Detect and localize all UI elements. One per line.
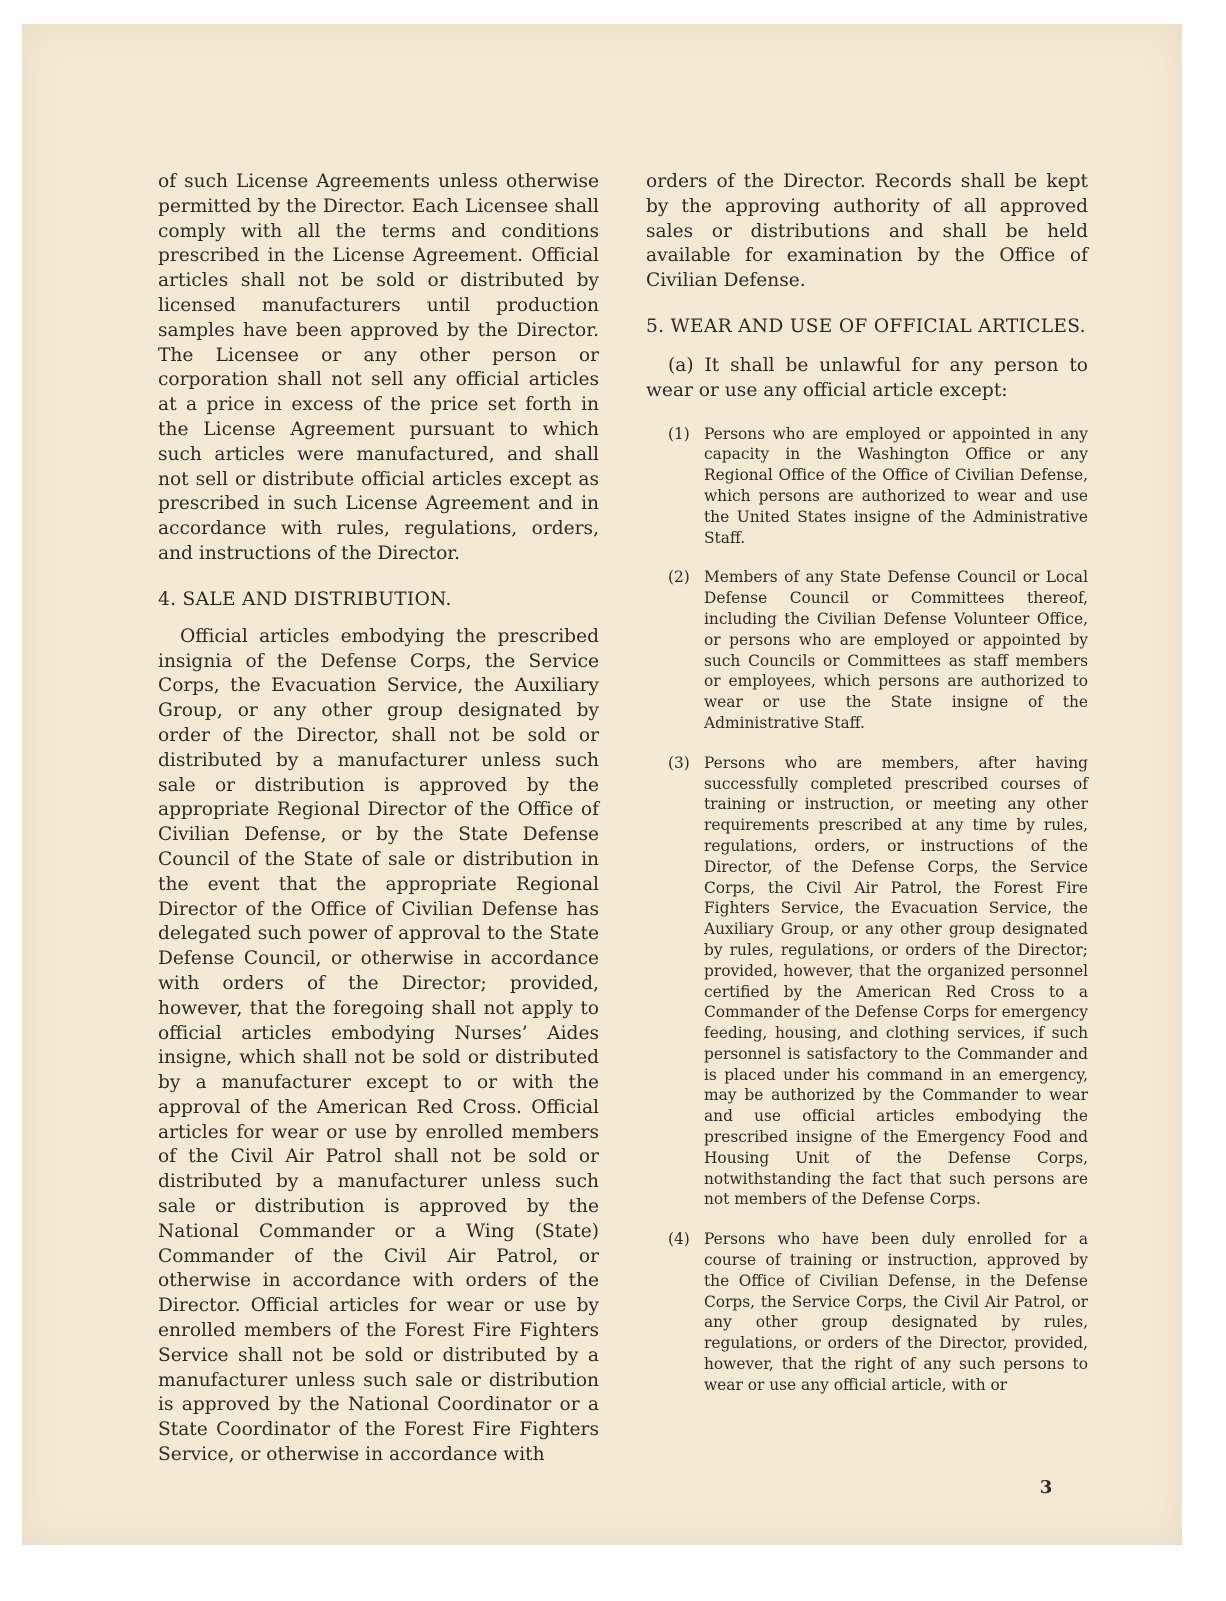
section-4-paragraph: Official articles embodying the prescribed insignia of the Defense Corps, the Service Corps, the Evacuation Service, the Auxiliary Group, or any other group designated by order of the Director, shall not be sold or distributed by a manufacturer unless such sale or distribution is approved by the appropriate Regional Director of the Office of Civilian Defense, or by the State Defense Council of the State of sale or distribution in the event that the appropriate Regional Director of the Office of Civilian Defense has delegated such power of approval to the State Defense Council, or otherwise in accordance with orders of the Director; provided, however, that the foregoing shall not apply to official articles embodying Nurses’ Aides insigne, which shall not be sold or distributed by a manufacturer except to or with the approval of the American Red Cross. Official articles for wear or use by enrolled members of the Civil Air Patrol shall not be sold or distributed by a manufacturer unless such sale or distribution is approved by the National Commander or a Wing (State) Commander of the Civil Air Patrol, or otherwise in accordance with orders of the Director. Official articles for wear or use by enrolled members of the Forest Fire Fighters Service shall not be sold or distributed by a manufacturer unless such sale or distribution is approved by the National Coordinator or a State Coordinator of the Forest Fire Fighters Service, or otherwise in accordance with [158,625,599,1466]
list-item [646,753,1088,1211]
item-text: Persons who are employed or appointed in any capacity in the Washington Office or any Regional Office of the Office of Civilian Defense, which persons are authorized to wear and use the United States insigne of the Administrative Staff. [704,424,1088,547]
right-column [646,170,1088,1396]
section-5a-paragraph: (a) It shall be unlawful for any person to wear or use any official article except: [646,354,1088,401]
item-number: (3) [668,753,690,772]
section-5-heading: 5. WEAR AND USE OF OFFICIAL ARTICLES. [646,315,1086,337]
item-text: Members of any State Defense Council or Local Defense Council or Committees thereof, including the Civilian Defense Volunteer Office, or persons who are employed or appointed by such Councils or Committees as staff members or employees, which persons are authorized to wear or use the State insigne of the Administrative Staff. [704,568,1088,732]
left-opening-paragraph: of such License Agreements unless otherwise permitted by the Director. Each Licensee shall comply with all the terms and conditions prescribed in the License Agreement. Official articles shall not be sold or distributed by licensed manufacturers until production samples have been approved by the Director. The Licensee or any other person or corporation shall not sell any official articles at a price in excess of the price set forth in the License Agreement pursuant to which such articles were manufactured, and shall not sell or distribute official articles except as prescribed in such License Agreement and in accordance with rules, regulations, orders, and instructions of the Director. [158,171,599,564]
item-text: Persons who are members, after having successfully completed prescribed courses of training or instruction, or meeting any other requirements prescribed at any time by rules, regulations, orders, or instructions of the Director, of the Defense Corps, the Service Corps, the Civil Air Patrol, the Forest Fire Fighters Service, the Evacuation Service, the Auxiliary Group, or any other group designated by rules, regulations, or orders of the Director; provided, however, that the organized personnel certified by the American Red Cross to a Commander of the Defense Corps for emergency feeding, housing, and clothing services, if such personnel is satisfactory to the Commander and is placed under his command in an emergency, may be authorized by the Commander to wear and use official articles embodying the prescribed insigne of the Emergency Food and Housing Unit of the Defense Corps, notwithstanding the fact that such persons are not members of the Defense Corps. [704,753,1088,1209]
exception-list [646,424,1088,1396]
item-number: (2) [668,568,690,587]
right-opening-paragraph: orders of the Director. Records shall be kept by the approving authority of all approved sales or distributions and shall be held available for examination by the Office of Civilian Defense. [646,171,1088,292]
document-page [22,24,1182,1545]
section-4-heading: 4. SALE AND DISTRIBUTION. [158,588,452,610]
left-column [158,170,599,1468]
item-text: Persons who have been duly enrolled for a course of training or instruction, approved by the Office of Civilian Defense, in the Defense Corps, the Service Corps, the Civil Air Patrol, or any other group designated by rules, regulations, or orders of the Director, provided, however, that the right of any such persons to wear or use any official article, with or [704,1230,1088,1394]
list-item [646,424,1088,549]
list-item [646,567,1088,733]
page-number: 3 [1039,1477,1053,1498]
item-number: (1) [668,424,690,443]
list-item [646,1229,1088,1395]
item-number: (4) [668,1230,690,1249]
